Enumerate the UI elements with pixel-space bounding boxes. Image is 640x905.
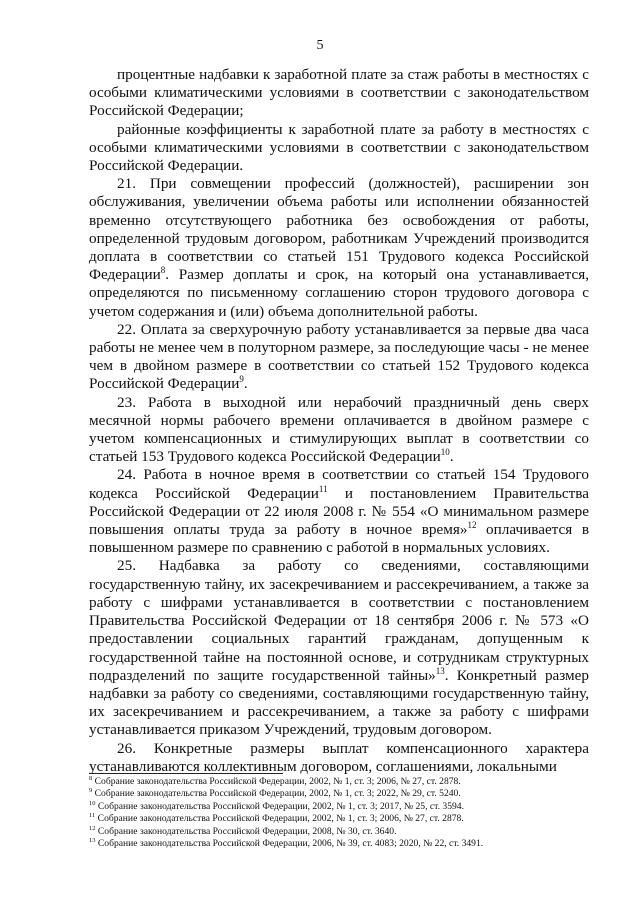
footnote-8: $^8$ Собрание законодательства Российской Федерации, 2002, № 1, ст. 3; 2006, № 27, ст. 2878.	[89, 775, 461, 787]
footnote-ref-9[interactable]: 9	[239, 374, 244, 385]
footnote-separator	[89, 773, 283, 774]
footnote-ref-12[interactable]: 12	[467, 520, 477, 531]
paragraph-23: 23. Работа в выходной или нерабочий праздничный день сверх месячной нормы рабочего времени оплачивается в двойном размере с учетом компенсационных и стимулирующих выплат в соответствии со статьей 153 Трудового кодекса Российской Федерации$^{10}$.	[89, 393, 589, 466]
footnote-11: $^{11}$ Собрание законодательства Российской Федерации, 2002, № 1, ст. 3; 2006, № 27, ст. 2878.	[89, 812, 464, 825]
footnote-12: $^{12}$ Собрание законодательства Российской Федерации, 2008, № 30, ст. 3640.	[89, 824, 397, 837]
footnote-ref-11[interactable]: 11	[318, 483, 328, 494]
footnotes	[89, 776, 589, 850]
paragraph-21: 21. При совмещении профессий (должностей), расширении зон обслуживания, увеличении объема работы или исполнении обязанностей временно отсутствующего работника без освобождения от работы, определенной трудовым договором, работникам Учреждений производится доплата в соответствии со статьей 151 Трудового кодекса Российской Федерации$^8$. Размер доплаты и срок, на который она устанавливается, определяются по письменному соглашению сторон трудового договора с учетом содержания и (или) объема дополнительной работы.	[89, 175, 589, 320]
paragraph-regional-coefficients: районные коэффициенты к заработной плате за работу в местностях с особыми климатическими условиями в соответствии с законодательством Российской Федерации.	[89, 120, 589, 175]
paragraph-24: 24. Работа в ночное время в соответствии со статьей 154 Трудового кодекса Российской Федерации$^{11}$ и постановлением Правительства Российской Федерации от 22 июля 2008 г. № 554 «О минимальном размере повышения оплаты труда за работу в ночное время»$^{12}$ оплачивается в повышенном размере по сравнению с работой в нормальных условиях.	[89, 466, 589, 557]
footnote-9: $^9$ Собрание законодательства Российской Федерации, 2002, № 1, ст. 3; 2022, № 29, ст. 5240.	[89, 787, 461, 800]
body-text	[89, 66, 589, 776]
footnote-ref-8[interactable]: 8	[160, 265, 166, 276]
paragraph-25: 25. Надбавка за работу со сведениями, составляющими государственную тайну, их засекречиванием и рассекречиванием, а также за работу с шифрами устанавливается в соответствии с постановлением Правительства Российской Федерации от 18 сентября 2006 г. № 573 «О предоставлении социальных гарантий гражданам, допущенным к государственной тайне на постоянной основе, и сотрудникам структурных подразделений по защите государственной тайны»$^{13}$. Конкретный размер надбавки за работу со сведениями, составляющими государственную тайну, их засекречиванием и рассекречиванием, а также за работу с шифрами устанавливается приказом Учреждений, трудовым договором.	[89, 557, 590, 739]
paragraph-22: 22. Оплата за сверхурочную работу устанавливается за первые два часа работы не менее чем в полуторном размере, за последующие часы - не менее чем в двойном размере в соответствии со статьей 152 Трудового кодекса Российской Федерации$^9$.	[89, 320, 589, 393]
paragraph-allowance-seniority: процентные надбавки к заработной плате за стаж работы в местностях с особыми климатическими условиями в соответствии с законодательством Российской Федерации;	[89, 66, 589, 120]
footnote-10: $^{10}$ Собрание законодательства Российской Федерации, 2002, № 1, ст. 3; 2017, № 25, ст. 3594.	[89, 799, 464, 812]
paragraph-26: 26. Конкретные размеры выплат компенсационного характера устанавливаются коллективным договором, соглашениями, локальными	[89, 739, 589, 775]
footnote-13: $^{13}$ Собрание законодательства Российской Федерации, 2006, № 39, ст. 4083; 2020, № 22, ст. 3491.	[89, 837, 484, 850]
footnote-ref-10[interactable]: 10	[440, 447, 450, 458]
footnote-ref-13[interactable]: 13	[435, 665, 445, 676]
page-number: 5	[316, 38, 324, 53]
